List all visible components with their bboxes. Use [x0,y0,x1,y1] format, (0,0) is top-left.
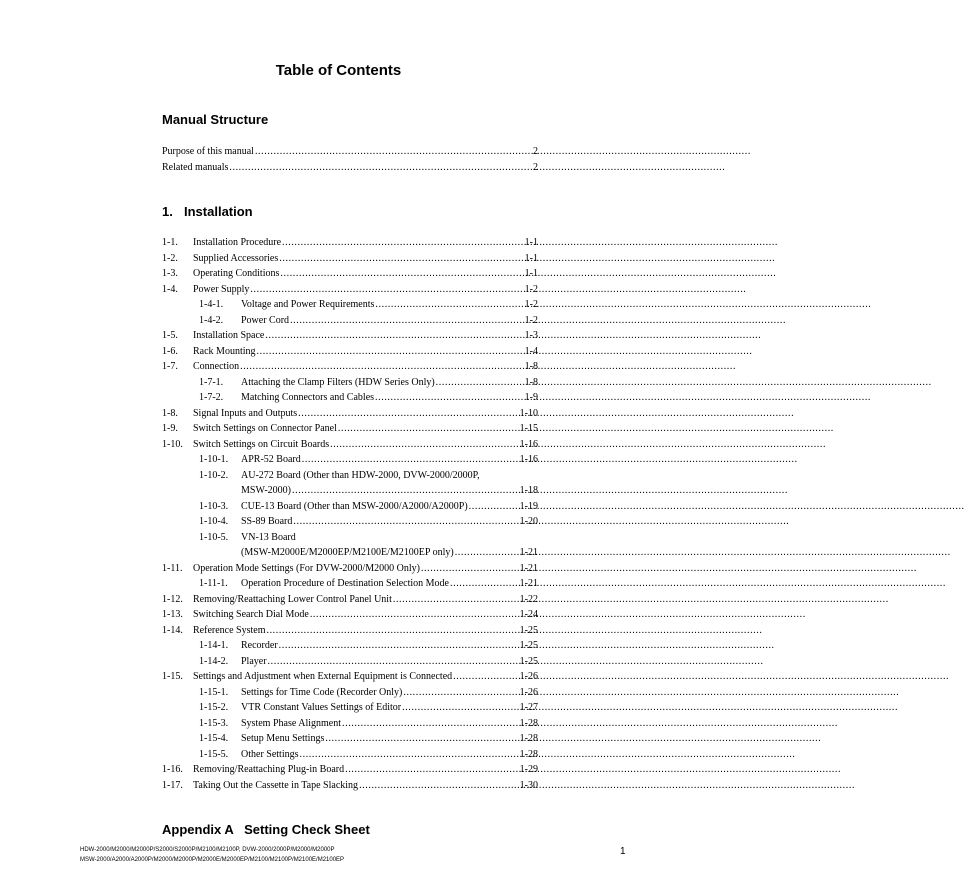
toc-entry-number: 1-1. [162,237,178,248]
dot-leader [325,731,518,747]
appendix-title: Appendix A Setting Check Sheet [162,822,370,837]
toc-entry-page: 1-15 [519,423,538,434]
dot-leader [469,499,519,515]
dot-leader [250,282,523,298]
toc-entry-page: 1-26 [519,686,538,698]
toc-entry-label: Switching Search Dial Mode [193,609,309,620]
toc-entry-label: Power Cord [241,314,290,326]
toc-entry-number: 1-10-5. [199,531,229,543]
toc-entry-label: Reference System [193,624,266,636]
toc-entry-number: 1-15-3. [199,717,229,729]
toc-entry-label: Switch Settings on Connector Panel [193,423,337,434]
toc-subentry[interactable] [162,530,538,546]
toc-entry-page: 1-16 [519,438,538,450]
toc-entry-label: Setup Menu Settings [241,733,325,744]
toc-entry-continuation[interactable] [162,545,538,561]
toc-entry-page: 1-20 [519,516,538,527]
toc-subentry[interactable] [162,700,538,716]
dot-leader [268,654,519,670]
toc-entry[interactable] [162,282,538,298]
toc-entry-label: Operation Procedure of Destination Selection Mode [241,578,449,589]
toc-entry-number: 1-10-1. [199,454,229,465]
dot-leader [293,514,518,530]
dot-leader [240,359,524,375]
toc-subentry[interactable] [162,297,538,313]
toc-entry-label: APR-52 Board [241,454,301,465]
toc-entry-label: Removing/Reattaching Plug-in Board [193,764,345,775]
toc-entry[interactable] [162,160,538,176]
toc-entry-number: 1-9. [162,423,178,434]
toc-entry-label: Supplied Accessories [193,252,279,264]
toc-entry-label: Attaching the Clamp Filters (HDW Series Only) [241,376,435,388]
dot-leader [393,592,519,608]
toc-installation [162,235,538,793]
toc-subentry[interactable] [162,375,538,391]
toc-subentry[interactable] [162,747,538,763]
toc-subentry[interactable] [162,452,538,468]
toc-entry[interactable] [162,561,538,577]
dot-leader [279,638,519,654]
toc-entry-number: 1-10-3. [199,500,229,512]
toc-entry[interactable] [162,406,538,422]
dot-leader [403,685,518,701]
toc-entry-label: Purpose of this manual [162,146,254,157]
toc-entry[interactable] [162,235,538,251]
toc-entry-label: Related manuals [162,161,229,173]
toc-entry-page: 1-8 [524,361,538,372]
toc-entry-label: Switch Settings on Circuit Boards [193,438,330,450]
dot-leader [280,266,523,282]
toc-entry-page: 1-9 [524,392,538,403]
toc-entry-label: Connection [193,361,240,372]
toc-entry-page: 1-21 [519,547,538,558]
dot-leader [255,144,532,160]
page-title: Table of Contents [275,62,402,79]
toc-subentry[interactable] [162,468,538,484]
toc-entry-label-continued: MSW-2000) [241,485,291,496]
toc-entry-page: 1-25 [519,624,538,636]
toc-entry-label: Other Settings [241,748,299,760]
toc-entry-number: 1-15. [162,671,183,682]
toc-entry-number: 1-10-4. [199,516,229,527]
toc-entry-page: 1-21 [519,578,538,589]
toc-entry-label: Player [241,655,267,667]
toc-entry[interactable] [162,359,538,375]
toc-entry-page: 1-25 [519,655,538,667]
toc-entry-page: 1-25 [519,640,538,651]
toc-subentry[interactable] [162,514,538,530]
toc-entry-number: 1-14. [162,624,183,636]
toc-entry-page: 1-16 [519,454,538,465]
toc-entry-number: 1-6. [162,345,178,357]
toc-entry-number: 1-11. [162,562,183,574]
toc-entry-number: 1-14-1. [199,640,229,651]
toc-entry[interactable] [162,592,538,608]
toc-entry-label: AU-272 Board (Other than HDW-2000, DVW-2000/2000P, [241,469,480,481]
footer-models-line-2: MSW-2000/A2000/A2000P/M2000/M2000P/M2000E/M2000EP/M2100/M2100P/M2100E/M2100EP [80,857,345,863]
toc-entry-page: 1-28 [519,717,538,729]
toc-entry-number: 1-14-2. [199,655,229,667]
dot-leader [279,251,523,267]
toc-entry-page: 1-28 [519,748,538,760]
toc-entry-number: 1-10-2. [199,469,229,481]
toc-entry[interactable] [162,266,538,282]
section-heading-appendix [162,822,370,837]
toc-entry-number: 1-4. [162,283,178,295]
toc-subentry[interactable] [162,731,538,747]
dot-leader [265,328,523,344]
toc-entry-label: System Phase Alignment [241,717,341,729]
toc-entry-page: 1-8 [524,376,538,388]
toc-entry-page: 1-1 [524,237,538,248]
toc-entry-page: 1-29 [519,764,538,775]
toc-entry-label: Removing/Reattaching Lower Control Panel Unit [193,593,392,605]
toc-entry-page: 1-21 [519,562,538,574]
toc-entry-page: 1-30 [519,779,538,791]
toc-entry-label: Signal Inputs and Outputs [193,407,298,419]
dot-leader [300,747,519,763]
toc-entry-label: Settings for Time Code (Recorder Only) [241,686,403,698]
toc-entry-continuation[interactable] [162,483,538,499]
dot-leader [455,545,519,561]
toc-entry-number: 1-4-1. [199,299,224,310]
toc-entry-number: 1-10. [162,438,183,450]
toc-entry-page: 1-27 [519,702,538,713]
toc-entry-label: VN-13 Board [241,531,296,543]
toc-entry-number: 1-8. [162,407,178,419]
toc-entry[interactable] [162,623,538,639]
page-number: 1 [620,846,626,857]
toc-subentry[interactable] [162,716,538,732]
toc-entry-page: 1-26 [519,671,538,682]
footer-models-line-1: HDW-2000/M2000/M2000P/S2000/S2000P/M2100/M2100P, DVW-2000/2000P/M2000/M2000P [80,847,335,853]
toc-entry[interactable] [162,328,538,344]
toc-entry-label: Power Supply [193,283,250,295]
toc-entry[interactable] [162,344,538,360]
toc-entry[interactable] [162,762,538,778]
toc-entry-page: 1-1 [524,268,538,279]
toc-entry-label: Rack Mounting [193,345,256,357]
toc-entry[interactable] [162,144,538,160]
toc-entry[interactable] [162,669,538,685]
toc-entry-page: 1-18 [519,485,538,496]
dot-leader [359,778,519,794]
toc-manual-structure [162,144,538,175]
toc-entry-label: Recorder [241,640,278,651]
section-title: Installation [184,204,253,219]
dot-leader [298,406,518,422]
dot-leader [375,297,523,313]
toc-entry-page: 1-2 [524,314,538,326]
dot-leader [450,576,519,592]
toc-subentry[interactable] [162,638,538,654]
section-heading-installation [162,204,253,219]
dot-leader [282,235,524,251]
toc-entry-label: Installation Space [193,330,265,341]
toc-entry-label: Settings and Adjustment when External Equipment is Connected [193,671,453,682]
dot-leader [402,700,519,716]
toc-entry-number: 1-15-1. [199,686,229,698]
dot-leader [290,313,524,329]
section-heading-manual-structure: Manual Structure [162,112,269,127]
toc-entry-label: VTR Constant Values Settings of Editor [241,702,402,713]
toc-subentry[interactable] [162,685,538,701]
toc-entry-number: 1-15-2. [199,702,229,713]
toc-entry-number: 1-7-2. [199,392,224,403]
toc-entry-page: 1-2 [524,283,538,295]
dot-leader [310,607,519,623]
toc-subentry[interactable] [162,576,538,592]
dot-leader [436,375,524,391]
toc-entry-number: 1-15-4. [199,733,229,744]
toc-entry-label-continued: (MSW-M2000E/M2000EP/M2100E/M2100EP only) [241,547,454,558]
dot-leader [421,561,519,577]
toc-entry-page: 2 [533,146,538,157]
dot-leader [257,344,524,360]
toc-entry[interactable] [162,437,538,453]
toc-subentry[interactable] [162,499,538,515]
toc-entry-page: 1-3 [524,330,538,341]
toc-entry-number: 1-2. [162,252,178,264]
toc-subentry[interactable] [162,313,538,329]
toc-entry-number: 1-3. [162,268,178,279]
toc-entry-number: 1-4-2. [199,314,224,326]
dot-leader [338,421,519,437]
toc-entry-page: 2 [533,161,538,173]
toc-entry-number: 1-7. [162,361,178,372]
toc-entry-page: 1-28 [519,733,538,744]
toc-entry-page: 1-22 [519,593,538,605]
toc-entry-page: 1-19 [519,500,538,512]
toc-entry-label: Matching Connectors and Cables [241,392,375,403]
toc-entry-label: Operation Mode Settings (For DVW-2000/M2000 Only) [193,562,420,574]
dot-leader [266,623,518,639]
toc-entry-page: 1-10 [519,407,538,419]
toc-entry-page: 1-2 [524,299,538,310]
toc-entry-number: 1-7-1. [199,376,224,388]
dot-leader [229,160,532,176]
toc-entry-number: 1-16. [162,764,183,775]
toc-entry-label: Operating Conditions [193,268,280,279]
toc-entry-label: SS-89 Board [241,516,293,527]
toc-entry-number: 1-11-1. [199,578,228,589]
toc-entry-page: 1-4 [524,345,538,357]
toc-entry[interactable] [162,421,538,437]
toc-entry-number: 1-13. [162,609,183,620]
toc-entry-number: 1-5. [162,330,178,341]
dot-leader [342,716,519,732]
toc-entry-label: Taking Out the Cassette in Tape Slacking [193,779,359,791]
toc-entry[interactable] [162,251,538,267]
toc-entry[interactable] [162,778,538,794]
toc-subentry[interactable] [162,654,538,670]
dot-leader [345,762,519,778]
toc-subentry[interactable] [162,390,538,406]
toc-entry-number: 1-12. [162,593,183,605]
toc-entry-number: 1-17. [162,779,183,791]
dot-leader [292,483,519,499]
dot-leader [375,390,524,406]
dot-leader [302,452,519,468]
dot-leader [453,669,519,685]
toc-entry-number: 1-15-5. [199,748,229,760]
toc-entry-label: CUE-13 Board (Other than MSW-2000/A2000/A2000P) [241,500,468,512]
toc-entry-label: Voltage and Power Requirements [241,299,375,310]
section-number: 1. [162,204,173,219]
toc-entry-label: Installation Procedure [193,237,282,248]
toc-entry[interactable] [162,607,538,623]
toc-entry-page: 1-24 [519,609,538,620]
dot-leader [330,437,519,453]
toc-entry-page: 1-1 [524,252,538,264]
